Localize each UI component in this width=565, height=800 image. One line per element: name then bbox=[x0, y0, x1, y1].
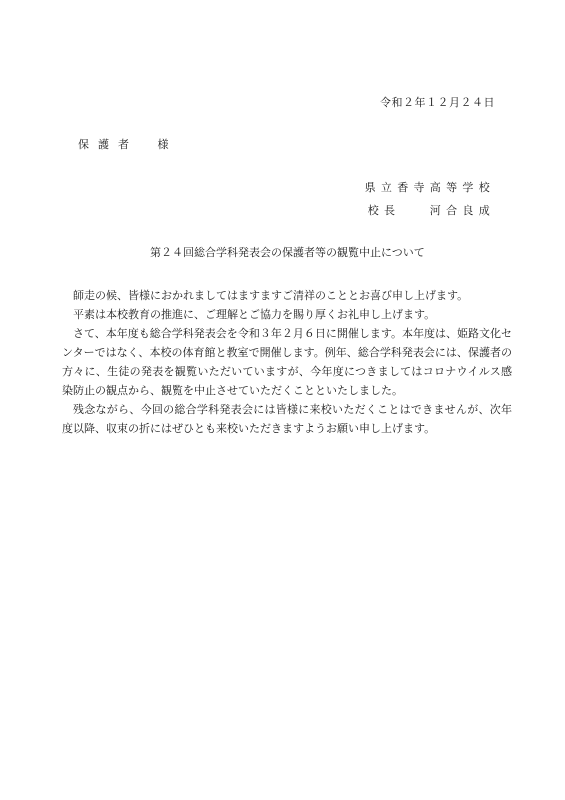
addressee-honorific: 様 bbox=[157, 138, 169, 151]
addressee-label: 保護者 bbox=[78, 138, 138, 151]
letter-date: 令和２年１２月２４日 bbox=[380, 96, 495, 109]
principal-title: 校長 bbox=[367, 204, 401, 217]
paragraph-announcement: さて、本年度も総合学科発表会を令和３年２月６日に開催します。本年度は、姫路文化センターではなく、本校の体育館と教室で開催します。例年、総合学科発表会には、保護者の方々に、生徒の発表を観覧いただいていますが、今年度につきましてはコロナウイルス感染防止の観点から、観覧を中止させていただくことといたしました。 bbox=[62, 327, 512, 397]
letter-body bbox=[62, 286, 512, 438]
paragraph-closing: 残念ながら、今回の総合学科発表会には皆様に来校いただくことはできませんが、次年度以降、収束の折にはぜひとも来校いただきますようお願い申し上げます。 bbox=[62, 403, 512, 435]
paragraph-thanks: 平素は本校教育の推進に、ご理解とご協力を賜り厚くお礼申し上げます。 bbox=[73, 308, 436, 321]
sender-principal bbox=[368, 204, 495, 218]
paragraph-greeting: 師走の候、皆様におかれましてはますますご清祥のこととお喜び申し上げます。 bbox=[73, 289, 469, 302]
addressee bbox=[78, 138, 169, 152]
letter-subject: 第２４回総合学科発表会の保護者等の観覧中止について bbox=[150, 246, 425, 259]
principal-name: 河合良成 bbox=[429, 204, 495, 217]
sender-school: 県立香寺高等学校 bbox=[364, 181, 495, 194]
